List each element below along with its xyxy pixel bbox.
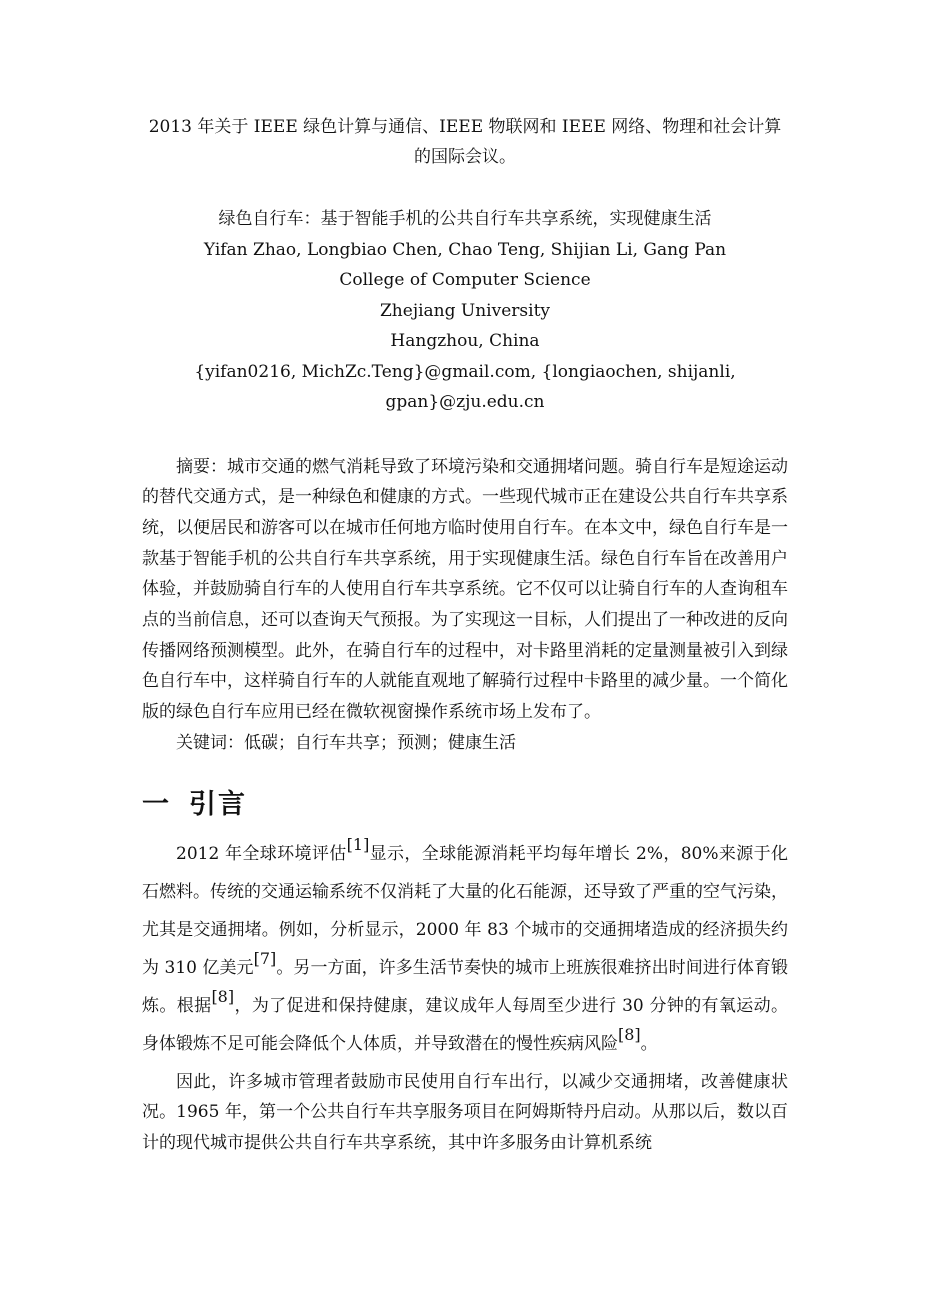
abstract-text: 摘要：城市交通的燃气消耗导致了环境污染和交通拥堵问题。骑自行车是短途运动的替代交通方式，是一种绿色和健康的方式。一些现代城市正在建设公共自行车共享系统，以便居民和游客可以在城市任何地方临时使用自行车。在本文中，绿色自行车是一款基于智能手机的公共自行车共享系统，用于实现健康生活。绿色自行车旨在改善用户体验，并鼓励骑自行车的人使用自行车共享系统。它不仅可以让骑自行车的人查询租车点的当前信息，还可以查询天气预报。为了实现这一目标，人们提出了一种改进的反向传播网络预测模型。此外，在骑自行车的过程中，对卡路里消耗的定量测量被引入到绿色自行车中，这样骑自行车的人就能直观地了解骑行过程中卡路里的减少量。一个简化版的绿色自行车应用已经在微软视窗操作系统市场上发布了。 xyxy=(142,456,788,723)
abstract xyxy=(142,452,788,728)
conference-note-line2: 的国际会议。 xyxy=(414,147,516,167)
paper-title: 绿色自行车：基于智能手机的公共自行车共享系统，实现健康生活 xyxy=(218,209,712,229)
section-title: 引言 xyxy=(189,788,247,820)
section-heading-introduction xyxy=(142,785,788,825)
paper-authors: Yifan Zhao, Longbiao Chen, Chao Teng, Shijian Li, Gang Pan xyxy=(203,239,727,260)
citation-ref[interactable]: [8] xyxy=(211,986,235,1006)
citation-ref[interactable]: [7] xyxy=(253,948,277,968)
affiliation-university: Zhejiang University xyxy=(380,300,550,321)
section-body xyxy=(142,835,788,1159)
author-emails: {yifan0216, MichZc.Teng}@gmail.com, {longiaochen, shijanli, gpan}@zju.edu.cn xyxy=(194,361,736,412)
citation-ref[interactable]: [8] xyxy=(618,1024,641,1044)
affiliation-city: Hangzhou, China xyxy=(390,331,540,351)
paragraph-text: 2012 年全球环境评估 xyxy=(176,843,347,864)
paper-page xyxy=(142,112,788,1159)
title-block xyxy=(142,204,788,418)
paragraph-text: ，为了促进和保持健康，建议成年人每周至少进行 30 分钟的有氧运动。身体锻炼不足可能会降低个人体质，并导致潜在的慢性疾病风险 xyxy=(142,995,788,1054)
paragraph-text: 。 xyxy=(640,1033,658,1054)
section-number: 一 xyxy=(142,788,171,820)
conference-note-line1: 2013 年关于 IEEE 绿色计算与通信、IEEE 物联网和 IEEE 网络、物理和社会计算 xyxy=(148,117,782,137)
citation-ref[interactable]: [1] xyxy=(346,834,370,854)
affiliation-college: College of Computer Science xyxy=(339,270,591,290)
paragraph-text: 。另一方面，许多生活节奏快的城市上班族很难挤出时间进行体育锻炼。根据 xyxy=(142,957,788,1016)
intro-paragraph-1 xyxy=(142,835,788,1063)
conference-note xyxy=(142,112,788,172)
intro-paragraph-2: 因此，许多城市管理者鼓励市民使用自行车出行，以减少交通拥堵，改善健康状况。1965 年，第一个公共自行车共享服务项目在阿姆斯特丹启动。从那以后，数以百计的现代城市提供公共自行车共享系统，其中许多服务由计算机系统 xyxy=(142,1071,788,1153)
paragraph-text: 显示，全球能源消耗平均每年增长 2%，80%来源于化石燃料。传统的交通运输系统不仅消耗了大量的化石能源，还导致了严重的空气污染，尤其是交通拥堵。例如，分析显示，2000 年 83 个城市的交通拥堵造成的经济损失约为 310 亿美元 xyxy=(142,843,788,978)
keywords: 关键词：低碳；自行车共享；预测；健康生活 xyxy=(176,732,516,753)
